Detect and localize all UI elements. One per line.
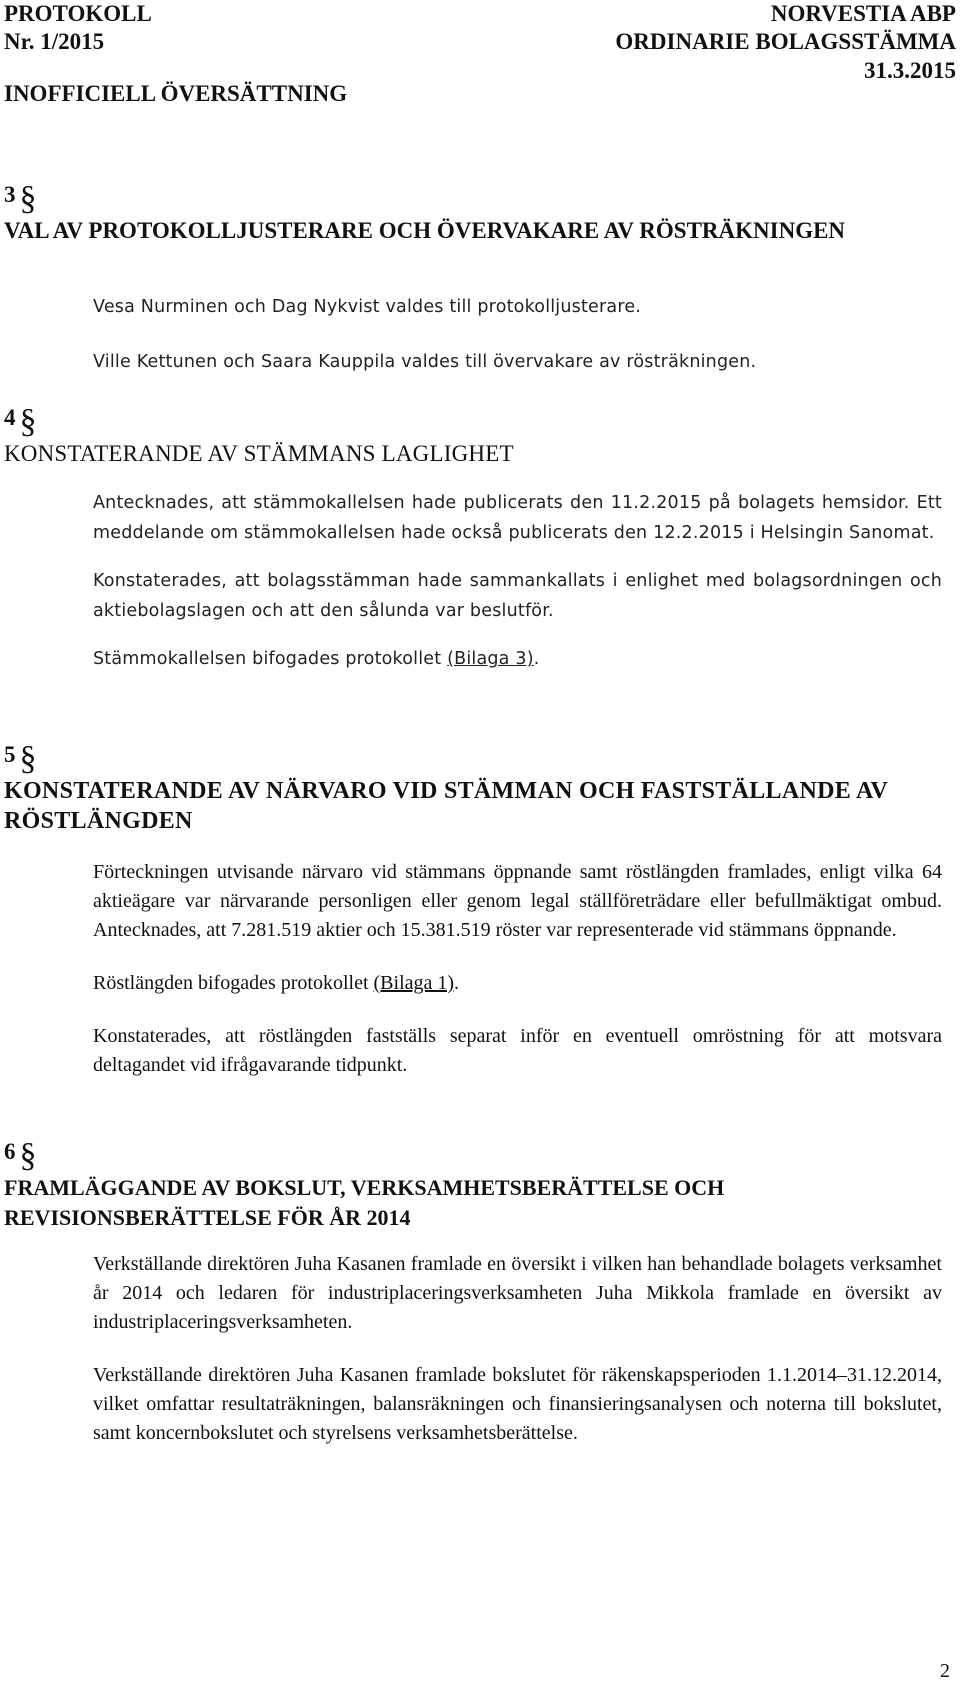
header-left (4, 0, 152, 56)
translation-note: INOFFICIELL ÖVERSÄTTNING (4, 81, 348, 106)
company-name: NORVESTIA ABP (770, 1, 956, 26)
doc-number: Nr. 1/2015 (4, 29, 105, 54)
doc-type: PROTOKOLL (4, 1, 152, 26)
paragraph: Röstlängden bifogades protokollet (Bilaga 1). (93, 972, 460, 994)
section-title: KONSTATERANDE AV STÄMMANS LAGLIGHET (4, 441, 514, 466)
section-sign-icon: § (19, 403, 37, 440)
paragraph: Antecknades, att stämmokallelsen hade publicerats den 11.2.2015 på bolagets hemsidor. Ett meddelande om stämmokallelsen hade också publicerats den 12.2.2015 i Helsingin Sanomat. (93, 493, 942, 543)
meeting-date: 31.3.2015 (864, 58, 956, 83)
section-4-heading (4, 403, 950, 469)
paragraph: Konstaterades, att röstlängden fastställs separat inför en eventuell omröstning för att motsvara deltagandet vid ifrågavarande tidpunkt. (93, 1025, 942, 1076)
section-title: KONSTATERANDE AV NÄRVARO VID STÄMMAN OCH FASTSTÄLLANDE AV RÖSTLÄNGDEN (4, 778, 888, 834)
paragraph: Verkställande direktören Juha Kasanen framlade bokslutet för räkenskapsperioden 1.1.2014–31.12.2014, vilket omfattar resultaträkningen, balansräkningen och finansieringsanalysen och noterna till bokslutet, samt koncernbokslutet och styrelsens verksamhetsberättelse. (93, 1364, 942, 1444)
section-3-heading (4, 180, 950, 246)
section-3-body (93, 293, 942, 377)
paragraph: Konstaterades, att bolagsstämman hade sammankallats i enlighet med bolagsordningen och aktiebolagslagen och att den sålunda var beslutför. (93, 571, 942, 621)
section-sign-icon: § (19, 740, 37, 777)
page-number: 2 (940, 1660, 950, 1682)
section-4-body (93, 488, 942, 674)
section-number: 3 (4, 182, 16, 207)
section-number: 4 (4, 405, 16, 430)
section-6-body (93, 1250, 942, 1448)
paragraph: Verkställande direktören Juha Kasanen framlade en översikt i vilken han behandlade bolagets verksamhet år 2014 och ledaren för industriplaceringsverksamheten Juha Mikkola framlade en översikt av industriplaceringsverksamheten. (93, 1253, 942, 1333)
attachment-reference: (Bilaga 3) (447, 649, 534, 669)
meeting-name: ORDINARIE BOLAGSSTÄMMA (615, 29, 956, 54)
paragraph: Ville Kettunen och Saara Kauppila valdes till övervakare av rösträkningen. (93, 352, 757, 372)
section-title: FRAMLÄGGANDE AV BOKSLUT, VERKSAMHETSBERÄTTELSE OCH REVISIONSBERÄTTELSE FÖR ÅR 2014 (4, 1175, 725, 1230)
section-number: 5 (4, 742, 16, 767)
paragraph: Vesa Nurminen och Dag Nykvist valdes till protokolljusterare. (93, 297, 642, 317)
section-5-body (93, 858, 942, 1080)
section-sign-icon: § (19, 1137, 37, 1174)
paragraph: Förteckningen utvisande närvaro vid stämmans öppnande samt röstlängden framlades, enligt vilka 64 aktieägare var närvarande personligen eller genom legal ställföreträdare eller befullmäktigat ombud. Antecknades, att 7.281.519 aktier och 15.381.519 röster var representerade vid stämmans öppnande. (93, 861, 942, 941)
attachment-reference: (Bilaga 1) (373, 972, 455, 994)
section-6-heading (4, 1137, 950, 1233)
section-number: 6 (4, 1139, 16, 1164)
section-title: VAL AV PROTOKOLLJUSTERARE OCH ÖVERVAKARE AV RÖSTRÄKNINGEN (4, 218, 846, 243)
section-5-heading (4, 740, 950, 836)
paragraph: Stämmokallelsen bifogades protokollet (Bilaga 3). (93, 649, 540, 669)
header-right (615, 0, 956, 85)
section-sign-icon: § (19, 180, 37, 217)
